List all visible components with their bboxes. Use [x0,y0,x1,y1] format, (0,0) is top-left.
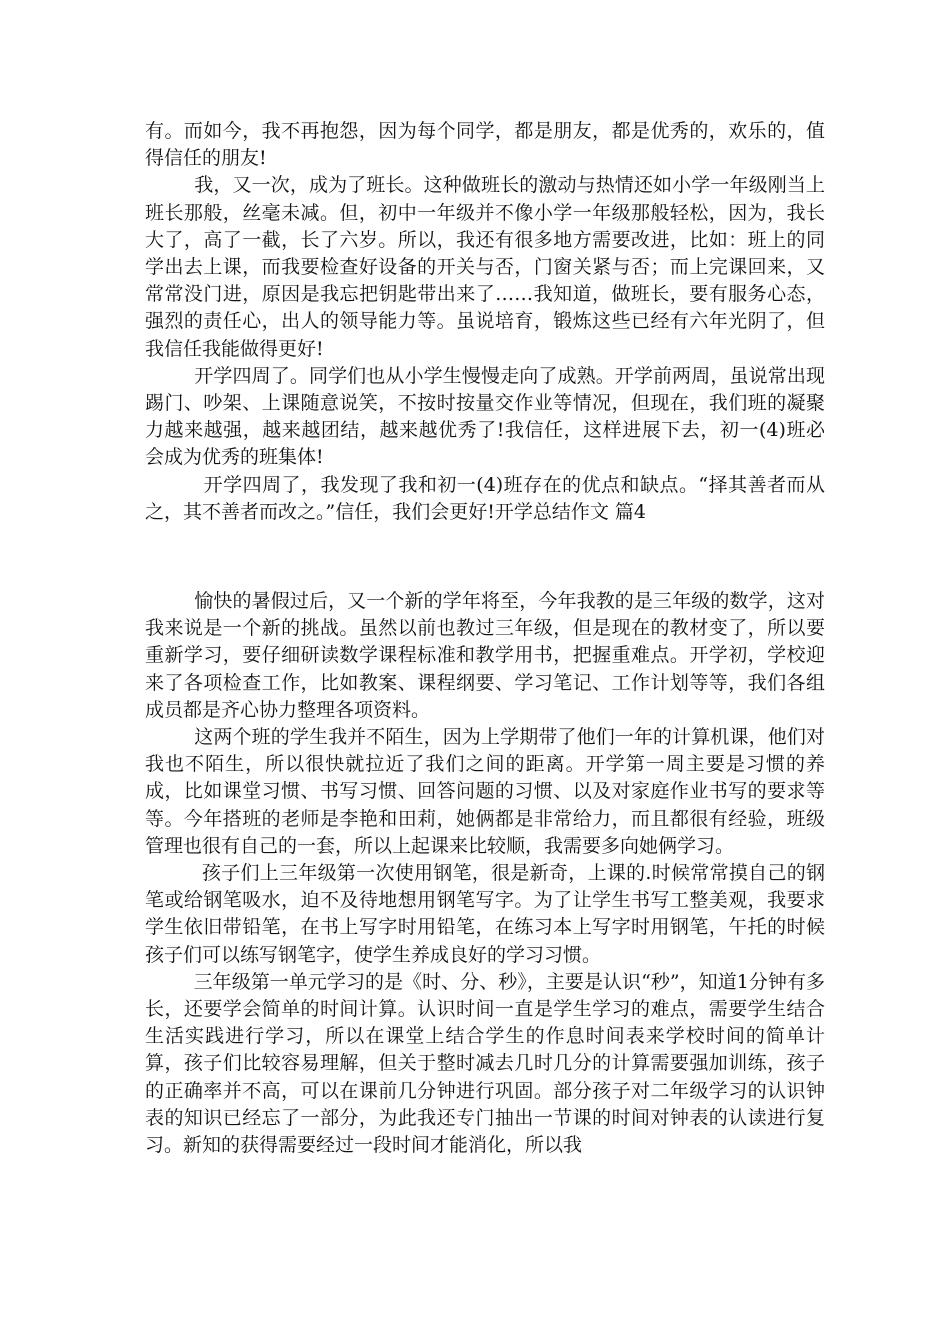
paragraph: 开学四周了，我发现了我和初一(4)班存在的优点和缺点。“择其善者而从之，其不善者而改之。”信任，我们会更好!开学总结作文 篇4 [145,473,825,523]
paragraph: 这两个班的学生我并不陌生，因为上学期带了他们一年的计算机课，他们对我也不陌生，所以很快就拉近了我们之间的距离。开学第一周主要是习惯的养成，比如课堂习惯、书写习惯、回答问题的习惯、以及对家庭作业书写的要求等等。今年搭班的老师是李艳和田莉，她俩都是非常给力，而且都很有经验，班级管理也很有自己的一套，所以上起课来比较顺，我需要多向她俩学习。 [145,726,825,857]
paragraph: 孩子们上三年级第一次使用钢笔，很是新奇，上课的.时候常常摸自己的钢笔或给钢笔吸水，迫不及待地想用钢笔写字。为了让学生书写工整美观，我要求学生依旧带铅笔，在书上写字时用铅笔，在练习本上写字时用钢笔，午托的时候孩子们可以练写钢笔字，使学生养成良好的学习习惯。 [145,862,825,966]
paragraph: 愉快的暑假过后，又一个新的学年将至，今年我教的是三年级的数学，这对我来说是一个新的挑战。虽然以前也教过三年级，但是现在的教材变了，所以要重新学习，要仔细研读数学课程标准和教学用书，把握重难点。开学初，学校迎来了各项检查工作，比如教案、课程纲要、学习笔记、工作计划等等，我们各组成员都是齐心协力整理各项资料。 [145,590,825,721]
section-one [145,118,825,526]
section-two [145,588,825,1159]
paragraph: 我，又一次，成为了班长。这种做班长的激动与热情还如小学一年级刚当上班长那般，丝毫未减。但，初中一年级并不像小学一年级那般轻松，因为，我长大了，高了一截，长了六岁。所以，我还有很多地方需要改进，比如：班上的同学出去上课，而我要检查好设备的开关与否，门窗关紧与否；而上完课回来，又常常没门进，原因是我忘把钥匙带出来了……我知道，做班长，要有服务心态，强烈的责任心，出人的领导能力等。虽说培育，锻炼这些已经有六年光阴了，但我信任我能做得更好! [145,174,825,360]
paragraph: 三年级第一单元学习的是《时、分、秒》，主要是认识“秒”，知道1分钟有多长，还要学会简单的时间计算。认识时间一直是学生学习的难点，需要学生结合生活实践进行学习，所以在课堂上结合学生的作息时间表来学校时间的简单计算，孩子们比较容易理解，但关于整时减去几时几分的计算需要强加训练，孩子的正确率并不高，可以在课前几分钟进行巩固。部分孩子对二年级学习的认识钟表的知识已经忘了一部分，为此我还专门抽出一节课的时间对钟表的认读进行复习。新知的获得需要经过一段时间才能消化，所以我 [145,970,825,1157]
paragraph: 有。而如今，我不再抱怨，因为每个同学，都是朋友，都是优秀的，欢乐的，值得信任的朋友! [145,120,825,170]
paragraph: 开学四周了。同学们也从小学生慢慢走向了成熟。开学前两周，虽说常出现踢门、吵架、上课随意说笑，不按时按量交作业等情况，但现在，我们班的凝聚力越来越强，越来越团结，越来越优秀了!我信任，这样进展下去，初一(4)班必会成为优秀的班集体! [145,364,825,469]
